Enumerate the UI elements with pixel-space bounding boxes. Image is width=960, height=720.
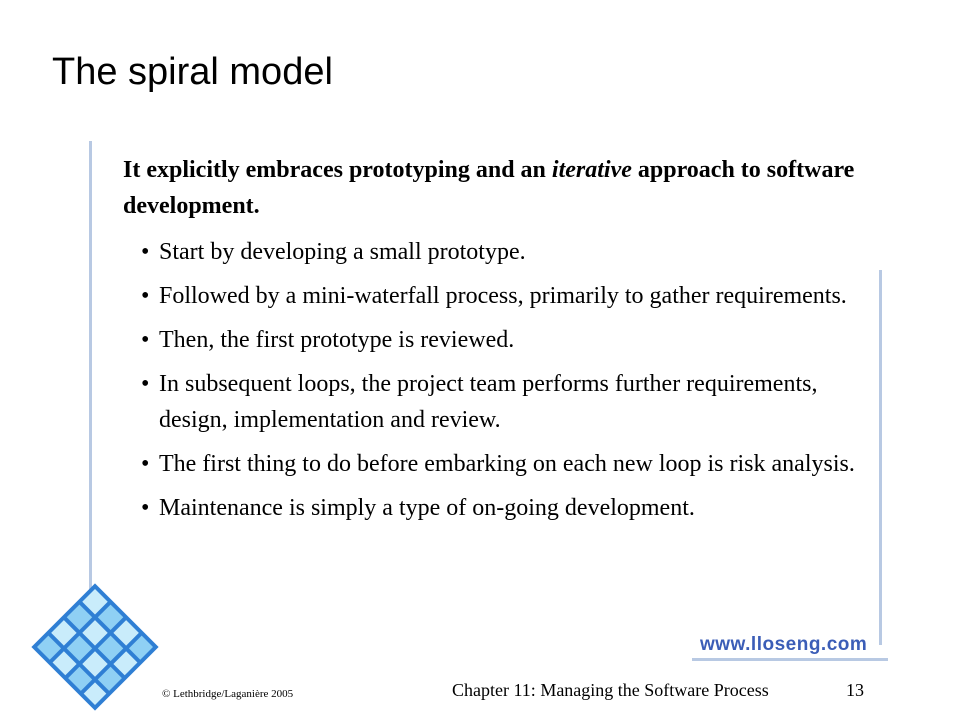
bullet-marker: •: [141, 327, 150, 353]
bullet-text: Then, the first prototype is reviewed.: [159, 327, 515, 353]
intro-text-start: It explicitly embraces prototyping and an: [123, 157, 552, 183]
bullet-text: Start by developing a small prototype.: [159, 239, 526, 265]
left-decorative-rule: [89, 141, 92, 611]
bullet-item: [123, 278, 883, 314]
slide-title: The spiral model: [52, 51, 333, 93]
bullet-marker: •: [141, 283, 150, 309]
bullet-marker: •: [141, 495, 150, 521]
bullet-item: [123, 446, 883, 482]
bullet-marker: •: [141, 451, 150, 477]
bullet-text: The first thing to do before embarking on each new loop is risk analysis.: [159, 451, 855, 477]
intro-text-end: approach to software development.: [123, 157, 855, 219]
bullet-text: In subsequent loops, the project team performs further requirements, design, implementation and review.: [159, 371, 818, 433]
bullet-list: [123, 234, 883, 526]
footer-page-number: 13: [846, 680, 864, 700]
bottom-decorative-rule: [692, 658, 888, 661]
website-brand: www.lloseng.com: [700, 634, 868, 655]
intro-italic-term: iterative: [551, 157, 632, 183]
bullet-marker: •: [141, 239, 150, 265]
diamond-grid-logo-icon: [28, 580, 163, 715]
bullet-marker: •: [141, 371, 150, 397]
slide-content: [123, 152, 883, 534]
footer-chapter: Chapter 11: Managing the Software Process: [452, 680, 769, 700]
bullet-item: [123, 234, 883, 270]
bullet-item: [123, 366, 883, 438]
bullet-text: Followed by a mini-waterfall process, primarily to gather requirements.: [159, 283, 847, 309]
bullet-item: [123, 490, 883, 526]
footer-copyright: © Lethbridge/Laganière 2005: [162, 688, 294, 700]
bullet-item: [123, 322, 883, 358]
intro-paragraph: [123, 152, 883, 224]
bullet-text: Maintenance is simply a type of on-going development.: [159, 495, 695, 521]
